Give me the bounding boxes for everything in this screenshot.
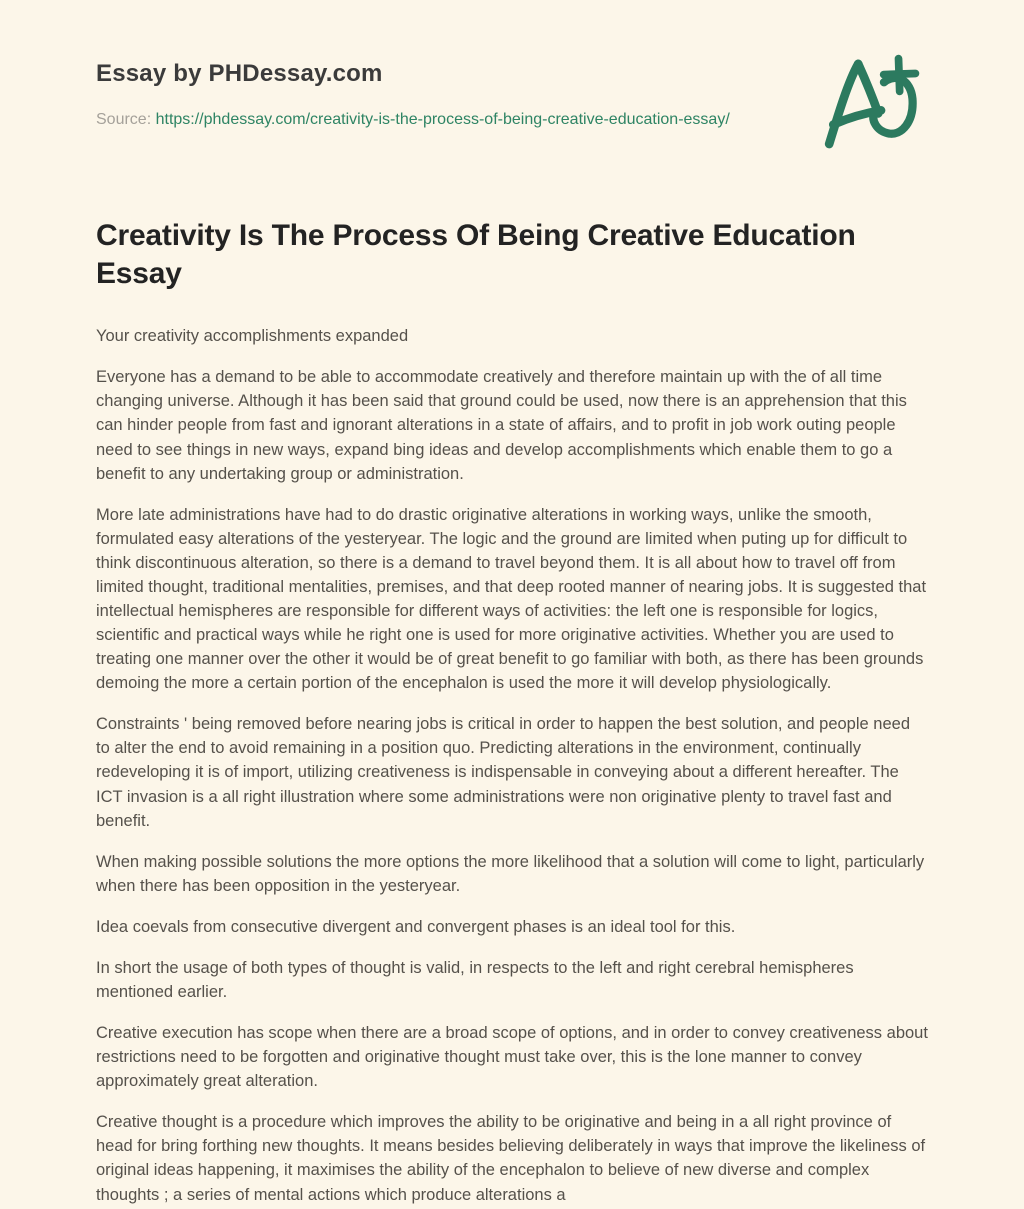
essay-paragraph: When making possible solutions the more options the more likelihood that a solution will come to light, particularly when there has been opposition in the yesteryear.	[96, 852, 925, 895]
site-title: Essay by PHDessay.com	[96, 60, 383, 87]
source-line	[96, 108, 730, 133]
essay-paragraph: Everyone has a demand to be able to accommodate creatively and therefore maintain up with the of all time changing universe. Although it has been said that ground could be used, now there is an apprehension that this can hinder people from fast and ignorant alterations in a state of affairs, and to profit in job work outing people need to see things in new ways, expand bing ideas and develop accomplishments which enable them to go a benefit to any undertaking group or administration.	[96, 368, 907, 483]
essay-body	[96, 324, 928, 1206]
essay-paragraph: Your creativity accomplishments expanded	[96, 327, 409, 346]
essay-paragraph: Idea coevals from consecutive divergent and convergent phases is an ideal tool for this.	[96, 917, 736, 936]
a-plus-swoosh-logo-icon	[820, 137, 926, 154]
phdessay-logo	[820, 52, 926, 155]
essay-paragraph: More late administrations have had to do drastic originative alterations in working ways, unlike the smooth, formulated easy alterations of the yesteryear. The logic and the ground are limited when puting up for difficult to think discontinuous alteration, so there is a demand to travel beyond them. It is all about how to travel off from limited thought, traditional mentalities, premises, and that deep rooted manner of nearing jobs. It is suggested that intellectual hemispheres are responsible for different ways of activities: the left one is responsible for logics, scientific and practical ways while he right one is used for more originative activities. Whether you are used to treating one manner over the other it would be of great benefit to go familiar with both, as there has been grounds demoing the more a certain portion of the encephalon is used the more it will develop physiologically.	[96, 505, 927, 693]
source-label: Source:	[96, 111, 152, 128]
page-header	[96, 46, 928, 155]
header-text-block	[96, 46, 730, 133]
essay-paragraph: Constraints ' being removed before nearing jobs is critical in order to happen the best solution, and people need to alter the end to avoid remaining in a position quo. Predicting alterations in the environment, continually redeveloping it is of import, utilizing creativeness is indispensable in conveying about a different hereafter. The ICT invasion is a all right illustration where some administrations were non originative plenty to travel fast and benefit.	[96, 715, 910, 830]
source-url-link[interactable]: https://phdessay.com/creativity-is-the-process-of-being-creative-education-essay/	[155, 111, 730, 128]
essay-paragraph: Creative thought is a procedure which improves the ability to be originative and being in a all right province of head for bring forthing new thoughts. It means besides believing deliberately in ways that improve the likeliness of original ideas happening, it maximises the ability of the encephalon to believe of new diverse and complex thoughts ; a series of mental actions which produce alterations a	[96, 1113, 926, 1204]
article-title: Creativity Is The Process Of Being Creative Education Essay	[96, 219, 856, 291]
essay-paragraph: Creative execution has scope when there are a broad scope of options, and in order to convey creativeness about restrictions need to be forgotten and originative thought must take over, this is the lone manner to convey approximately great alteration.	[96, 1024, 928, 1091]
essay-paragraph: In short the usage of both types of thought is valid, in respects to the left and right cerebral hemispheres mentioned earlier.	[96, 958, 854, 1001]
